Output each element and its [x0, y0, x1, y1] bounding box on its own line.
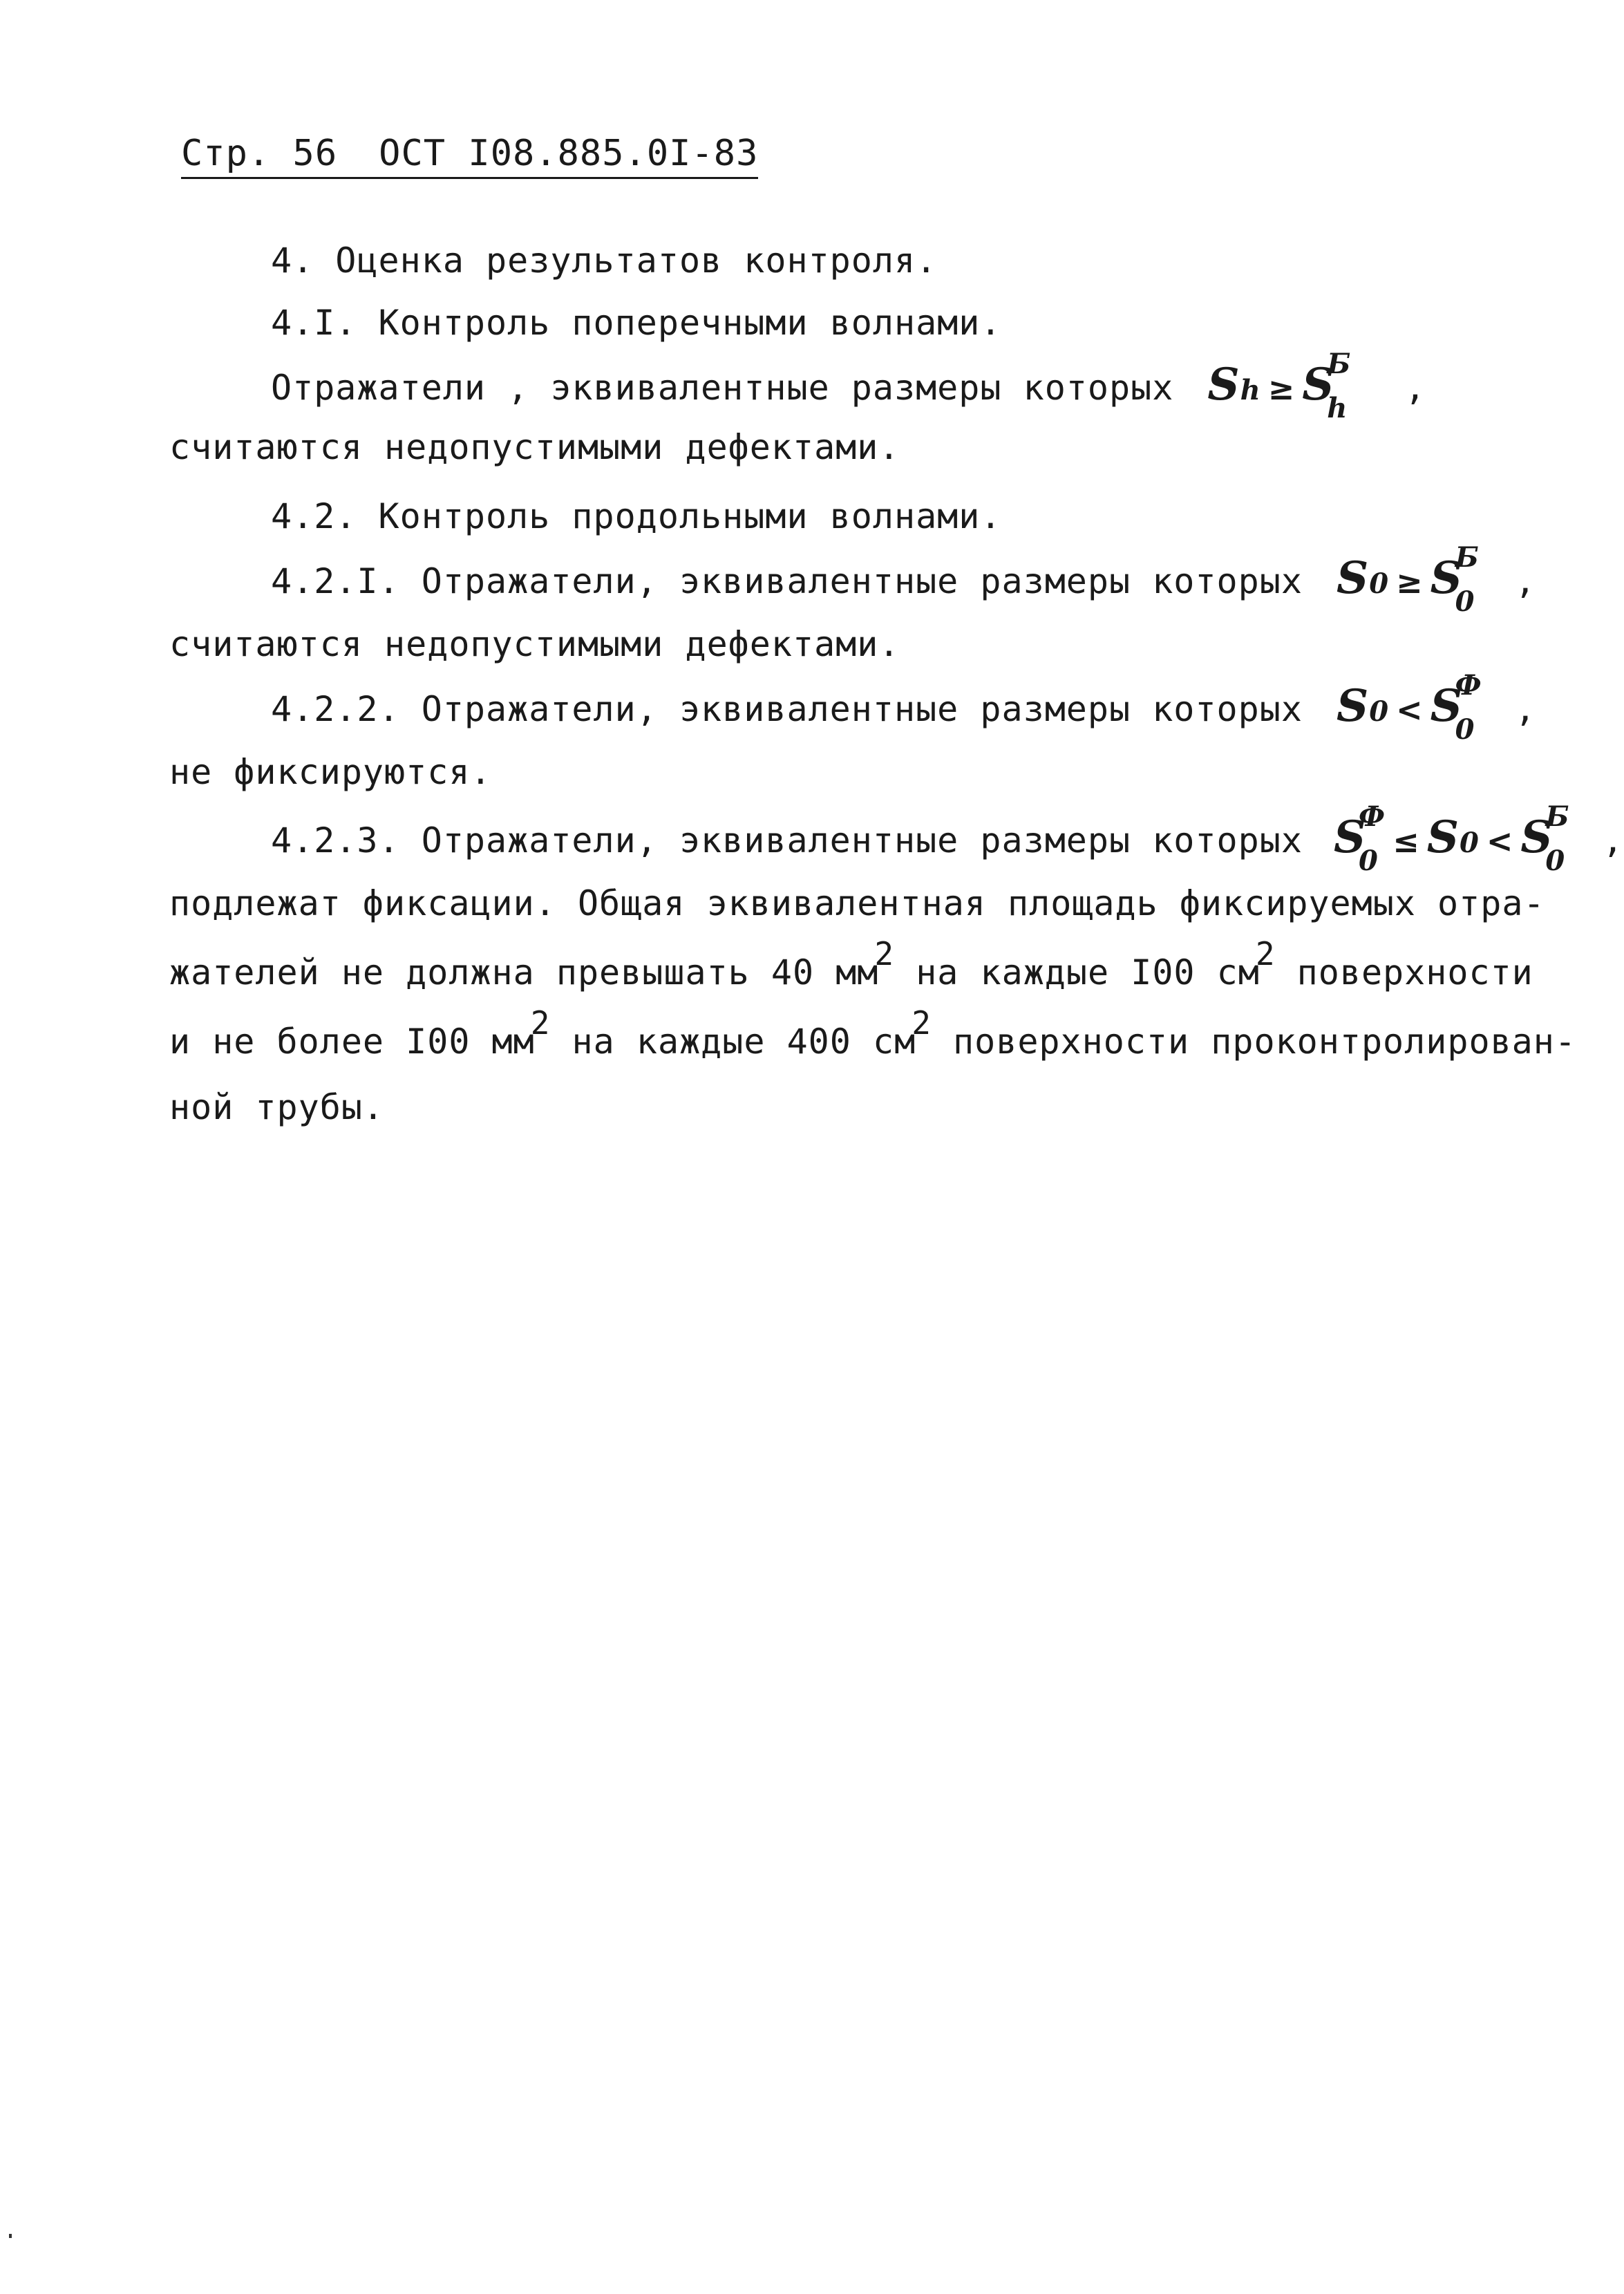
paragraph-text: Отражатели , эквивалентные размеры которых	[271, 368, 1174, 408]
formula-symbol: S	[1520, 811, 1554, 863]
formula-term	[1430, 541, 1480, 618]
unit-exponent: 2	[912, 1004, 932, 1042]
section-4-2-3-line4	[169, 1004, 1576, 1064]
formula-symbol: S	[1430, 680, 1463, 732]
formula-operator: <	[1396, 691, 1424, 728]
paragraph-text: жателей не должна превышать 40 мм	[169, 952, 879, 993]
formula-term	[1302, 348, 1352, 424]
formula-subscript: h	[1327, 392, 1348, 424]
formula-operator: ≤	[1392, 822, 1420, 860]
formula-operator: ≥	[1267, 370, 1296, 407]
formula-superscript: Ф	[1359, 800, 1386, 833]
formula-subscript: 0	[1359, 845, 1379, 877]
formula-symbol: S	[1426, 811, 1460, 863]
section-4-1-line1	[271, 348, 1426, 424]
formula-subscript: 0	[1369, 567, 1390, 600]
paragraph-text: поверхности	[1275, 952, 1533, 993]
punctuation: ,	[1602, 820, 1624, 861]
formula-symbol: S	[1337, 680, 1370, 732]
formula-term	[1520, 800, 1570, 877]
section-4-2-2-line2: не фиксируются.	[169, 752, 492, 792]
paragraph-text: на каждые I00 см	[894, 952, 1260, 993]
formula-operator: <	[1486, 822, 1514, 860]
formula-subscript: 0	[1460, 827, 1480, 859]
paragraph-text: на каждые 400 см	[550, 1022, 916, 1062]
paragraph-text: 4.2.3. Отражатели, эквивалентные размеры которых	[271, 820, 1303, 861]
section-4-1-title: 4.I. Контроль поперечными волнами.	[271, 303, 1002, 343]
formula-superscript: Б	[1545, 800, 1570, 833]
punctuation: ,	[1514, 689, 1537, 729]
section-4-2-title: 4.2. Контроль продольными волнами.	[271, 496, 1002, 536]
section-4-2-2-line1	[271, 669, 1537, 746]
paragraph-text: и не более I00 мм	[169, 1022, 535, 1062]
formula-subscript: 0	[1455, 713, 1475, 746]
formula-subscript: h	[1240, 374, 1261, 406]
page-number: Стр. 56	[181, 133, 338, 174]
section-4-1-line2: считаются недопустимыми дефектами.	[169, 427, 900, 467]
formula-superscript: Б	[1327, 348, 1352, 380]
punctuation: ,	[1404, 368, 1426, 408]
formula-s0-lt-s0f	[1337, 669, 1482, 746]
page-header	[181, 131, 758, 179]
formula-term	[1430, 669, 1482, 746]
formula-symbol: S	[1334, 811, 1367, 863]
formula-sh-ge-shb	[1207, 348, 1352, 424]
formula-symbol: S	[1430, 552, 1463, 604]
section-4-2-3-line1	[271, 800, 1624, 877]
formula-subscript: 0	[1545, 845, 1566, 877]
formula-s0-ge-s0b	[1337, 541, 1480, 618]
formula-subscript: 0	[1455, 585, 1475, 618]
formula-s0f-le-s0-lt-s0b	[1334, 800, 1570, 877]
punctuation: ,	[1514, 561, 1537, 601]
section-4-2-3-line3	[169, 935, 1533, 995]
section-4-title: 4. Оценка результатов контроля.	[271, 241, 938, 281]
unit-exponent: 2	[1255, 935, 1276, 972]
scan-artifact	[9, 2234, 12, 2238]
unit-exponent: 2	[530, 1004, 551, 1042]
section-4-2-1-line1	[271, 541, 1537, 618]
section-4-2-1-line2: считаются недопустимыми дефектами.	[169, 624, 900, 664]
formula-subscript: 0	[1369, 695, 1390, 728]
formula-superscript: Б	[1455, 541, 1480, 574]
formula-term	[1334, 800, 1386, 877]
formula-symbol: S	[1302, 359, 1335, 411]
formula-operator: ≥	[1396, 563, 1424, 601]
formula-superscript: Ф	[1455, 669, 1482, 702]
section-4-2-3-line5: ной трубы.	[169, 1087, 385, 1127]
paragraph-text: 4.2.2. Отражатели, эквивалентные размеры которых	[271, 689, 1303, 729]
paragraph-text: 4.2.I. Отражатели, эквивалентные размеры которых	[271, 561, 1303, 601]
section-4-2-3-line2: подлежат фиксации. Общая эквивалентная площадь фиксируемых отра-	[169, 883, 1545, 923]
formula-symbol: S	[1207, 359, 1240, 411]
paragraph-text: поверхности проконтролирован-	[931, 1022, 1576, 1062]
document-code: ОСТ I08.885.0I-83	[379, 133, 759, 174]
unit-exponent: 2	[874, 935, 895, 972]
formula-symbol: S	[1337, 552, 1370, 604]
